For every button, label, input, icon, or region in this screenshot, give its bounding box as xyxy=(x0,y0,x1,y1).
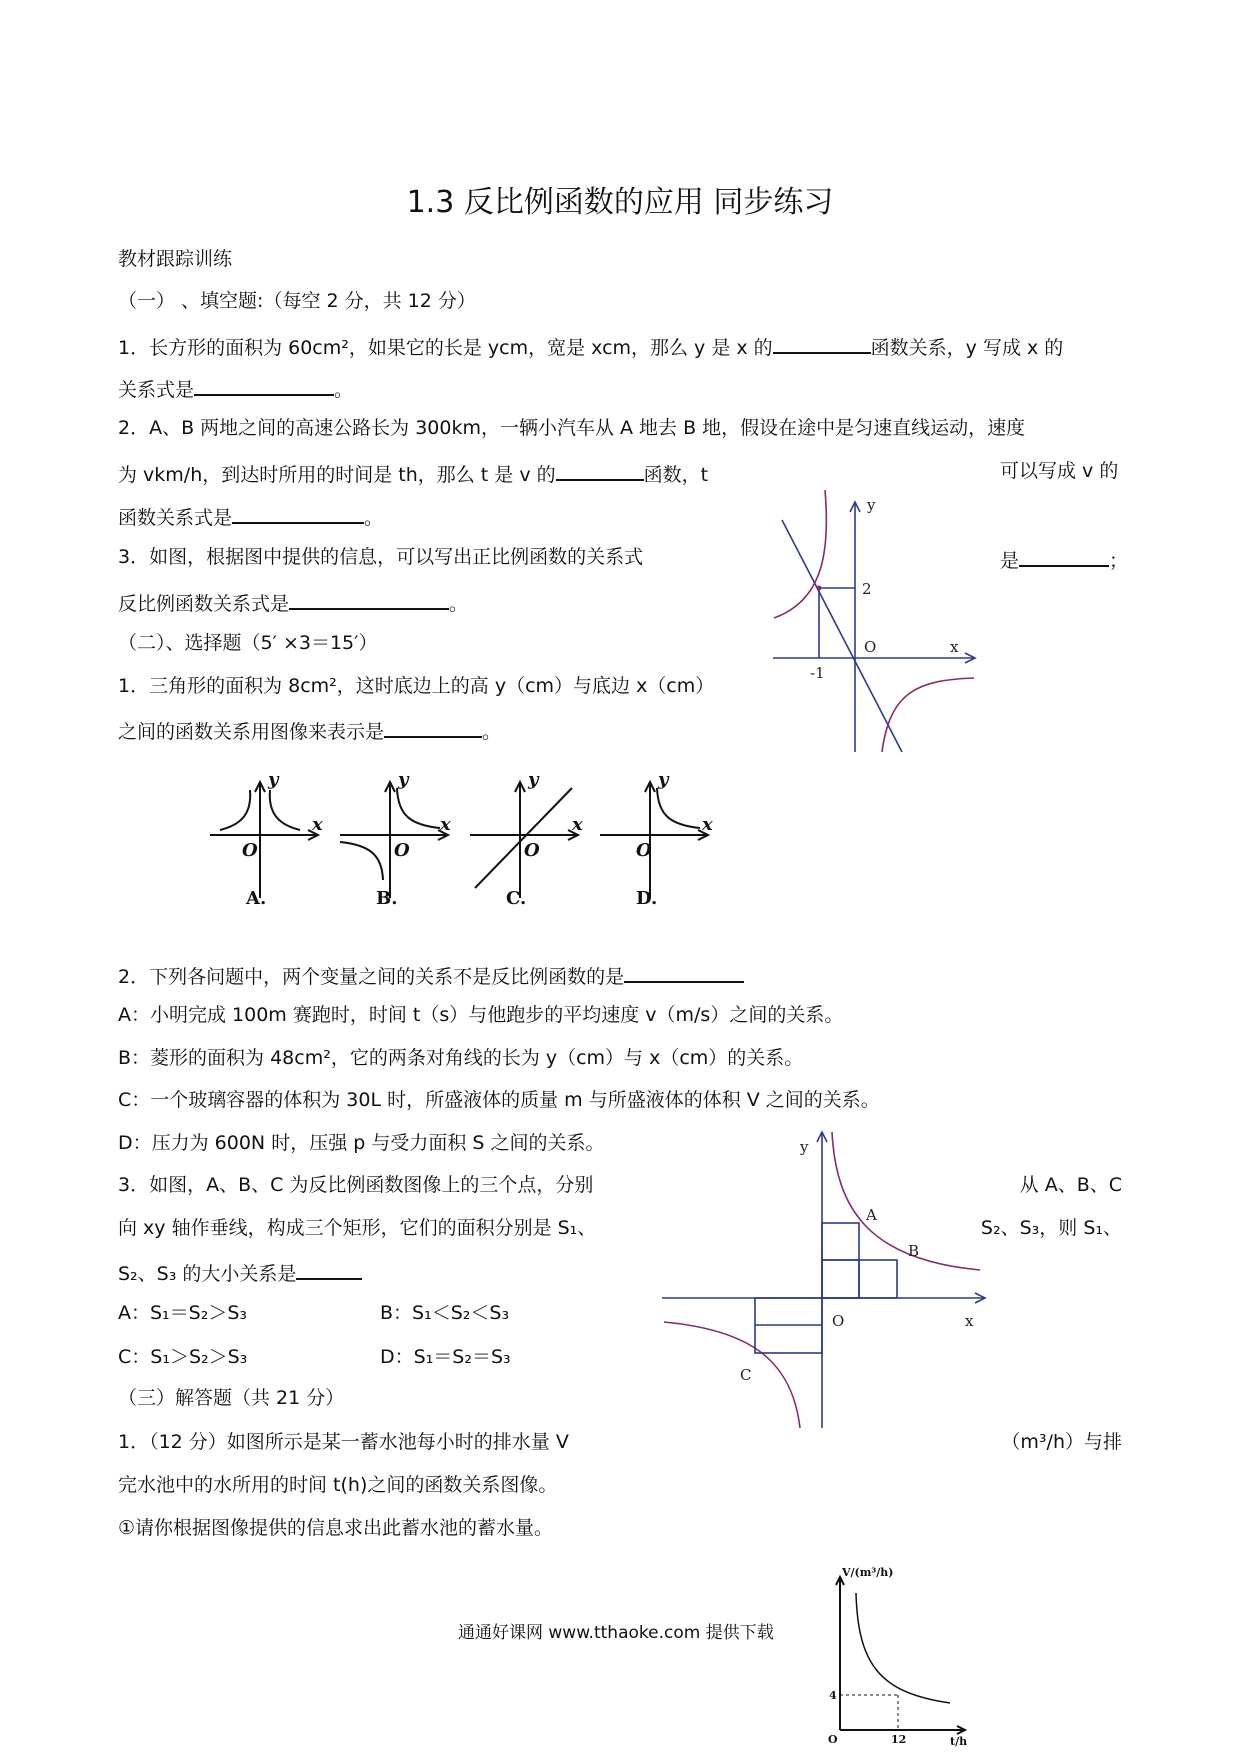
inverse-branch-lower xyxy=(664,1322,800,1428)
p1-q2-text-c: 可以写成 v 的 xyxy=(1000,460,1119,482)
option-a-graph[interactable] xyxy=(210,769,323,909)
fig1-tick-2: 2 xyxy=(862,580,872,598)
fig3-v-label: V/(m³/h) xyxy=(842,1566,894,1579)
page-footer: 通通好课网 www.tthaoke.com 提供下载 xyxy=(458,1623,774,1643)
p3-q1-sub1: ①请你根据图像提供的信息求出此蓄水池的蓄水量。 xyxy=(118,1517,554,1539)
option-c-x: x xyxy=(572,814,583,835)
page-title: 1.3 反比例函数的应用 同步练习 xyxy=(406,185,834,220)
p2-q1-text-a: 之间的函数关系用图像来表示是 xyxy=(118,721,385,743)
p1-q3-text-a: 3．如图，根据图中提供的信息，可以写出正比例函数的关系式 xyxy=(118,546,644,568)
p2-q3-line3 xyxy=(118,1258,362,1286)
figure-drainage xyxy=(810,1565,980,1748)
option-b-o: O xyxy=(394,840,410,861)
p1-q1-text-c: 关系式是 xyxy=(118,379,195,401)
option-b-x: x xyxy=(440,814,451,835)
fig1-y-label: y xyxy=(867,496,876,514)
section-label: 教材跟踪训练 xyxy=(118,248,233,270)
answer-blank[interactable] xyxy=(1019,545,1109,567)
answer-blank[interactable] xyxy=(194,374,334,396)
option-c-graph[interactable] xyxy=(470,769,583,909)
figure-rectangles xyxy=(660,1130,990,1430)
p1-q1-text-b: 函数关系，y 写成 x 的 xyxy=(870,337,1064,359)
p2-q3-option-a: A：S₁＝S₂＞S₃ xyxy=(118,1302,248,1324)
p1-q3-text-c: ； xyxy=(1109,550,1129,572)
fig3-tick-12: 12 xyxy=(891,1733,907,1746)
p1-q2-text-d: 函数关系式是 xyxy=(118,507,233,529)
option-a-o: O xyxy=(242,840,258,861)
option-c-label: C. xyxy=(506,888,527,909)
option-c-o: O xyxy=(524,840,540,861)
point-c-label: C xyxy=(740,1366,752,1384)
p1-q1-line2 xyxy=(118,374,353,402)
p1-q2-line3 xyxy=(118,502,383,530)
p2-q3-text-d: S₂、S₃，则 S₁、 xyxy=(980,1217,1122,1239)
part3-heading: （三）解答题（共 21 分） xyxy=(118,1387,345,1409)
option-a-x: x xyxy=(312,814,323,835)
fig3-t-label: t/h xyxy=(950,1735,968,1748)
fig3-origin: O xyxy=(828,1733,838,1746)
answer-blank[interactable] xyxy=(289,588,449,610)
drainage-curve xyxy=(856,1593,950,1703)
p2-q2-line1 xyxy=(118,961,744,989)
p1-q3-text-d: 反比例函数关系式是 xyxy=(118,593,290,615)
answer-blank[interactable] xyxy=(624,961,744,983)
p1-q2-text-e: 。 xyxy=(364,507,384,529)
p2-q3-text-c: 向 xy 轴作垂线，构成三个矩形，它们的面积分别是 S₁、 xyxy=(118,1217,597,1239)
p2-q1-line2 xyxy=(118,716,501,744)
answer-blank[interactable] xyxy=(384,716,482,738)
p2-q3-text-b: 从 A、B、C xyxy=(1019,1174,1122,1196)
figure-inverse-and-linear xyxy=(770,490,980,755)
fig1-x-label: x xyxy=(950,638,959,656)
fig2-y-label: y xyxy=(800,1138,809,1156)
option-b-graph[interactable] xyxy=(340,769,451,909)
point-a-label: A xyxy=(866,1206,877,1224)
answer-blank[interactable] xyxy=(556,459,644,481)
p3-q1-line2: 完水池中的水所用的时间 t(h)之间的函数关系图像。 xyxy=(118,1474,558,1496)
p2-q2-option-c: C：一个玻璃容器的体积为 30L 时，所盛液体的质量 m 与所盛液体的体积 V 之间的关系。 xyxy=(118,1089,880,1111)
p2-q3-option-d: D：S₁＝S₂＝S₃ xyxy=(380,1346,511,1368)
fig2-origin: O xyxy=(832,1312,845,1330)
point-b-label: B xyxy=(908,1242,920,1260)
fig1-origin: O xyxy=(864,638,877,656)
option-c-y: y xyxy=(528,769,539,790)
p2-q3-option-b: B：S₁＜S₂＜S₃ xyxy=(380,1302,510,1324)
option-d-graph[interactable] xyxy=(600,769,713,909)
p1-q2-text-a: 为 vkm/h，到达时所用的时间是 th，那么 t 是 v 的 xyxy=(118,464,556,486)
p1-q3-text-b: 是 xyxy=(1000,550,1020,572)
fig3-tick-4: 4 xyxy=(829,1689,837,1702)
option-d-x: x xyxy=(702,814,713,835)
linear-function-line xyxy=(782,520,902,752)
option-d-y: y xyxy=(658,769,669,790)
option-a-y: y xyxy=(268,769,279,790)
p2-q3-text-a: 3．如图，A、B、C 为反比例函数图像上的三个点，分别 xyxy=(118,1174,594,1196)
answer-blank[interactable] xyxy=(296,1258,362,1280)
p2-q3-option-c: C：S₁＞S₂＞S₃ xyxy=(118,1346,248,1368)
option-d-o: O xyxy=(636,840,652,861)
p1-q1-line1 xyxy=(118,332,1063,360)
p2-q3-text-e: S₂、S₃ 的大小关系是 xyxy=(118,1263,297,1285)
p1-q2-line1: 2．A、B 两地之间的高速公路长为 300km，一辆小汽车从 A 地去 B 地，假设在途中是匀速直线运动，速度 xyxy=(118,417,1026,439)
part2-heading: （二）、选择题（5′ ×3＝15′） xyxy=(118,632,378,654)
fig1-tick-neg1: -1 xyxy=(810,664,825,682)
option-d-label: D. xyxy=(636,888,658,909)
p3-q1-text-b: （m³/h）与排 xyxy=(1001,1431,1122,1453)
p2-q1-line1: 1．三角形的面积为 8cm²，这时底边上的高 y（cm）与底边 x（cm） xyxy=(118,675,715,697)
answer-blank[interactable] xyxy=(232,502,364,524)
option-graphs xyxy=(200,770,740,910)
option-a-label: A. xyxy=(246,888,267,909)
p2-q2-option-d: D：压力为 600N 时，压强 p 与受力面积 S 之间的关系。 xyxy=(118,1132,605,1154)
fig2-x-label: x xyxy=(965,1312,974,1330)
p1-q1-text-a: 1．长方形的面积为 60cm²，如果它的长是 ycm，宽是 xcm，那么 y 是 x 的 xyxy=(118,337,773,359)
option-b-label: B. xyxy=(376,888,398,909)
p2-q2-option-b: B：菱形的面积为 48cm²，它的两条对角线的长为 y（cm）与 x（cm）的关系。 xyxy=(118,1047,804,1069)
p2-q1-text-b: 。 xyxy=(482,721,502,743)
part1-heading: （一） 、填空题:（每空 2 分，共 12 分） xyxy=(118,290,476,312)
p2-q2-text: 2．下列各问题中，两个变量之间的关系不是反比例函数的是 xyxy=(118,966,625,988)
intersection-point xyxy=(817,586,822,591)
p3-q1-text-a: 1．（12 分）如图所示是某一蓄水池每小时的排水量 V xyxy=(118,1431,569,1453)
p1-q2-text-b: 函数，t xyxy=(643,464,709,486)
p1-q2-line2 xyxy=(118,459,708,487)
p2-q2-option-a: A：小明完成 100m 赛跑时，时间 t（s）与他跑步的平均速度 v（m/s）之间的关系。 xyxy=(118,1004,844,1026)
inverse-branch-upper xyxy=(832,1132,980,1270)
p1-q1-text-d: 。 xyxy=(334,379,354,401)
p1-q3-line1-right xyxy=(1000,545,1128,573)
answer-blank[interactable] xyxy=(773,332,871,354)
option-b-y: y xyxy=(398,769,409,790)
p1-q3-text-e: 。 xyxy=(449,593,469,615)
p1-q3-line2 xyxy=(118,588,468,616)
